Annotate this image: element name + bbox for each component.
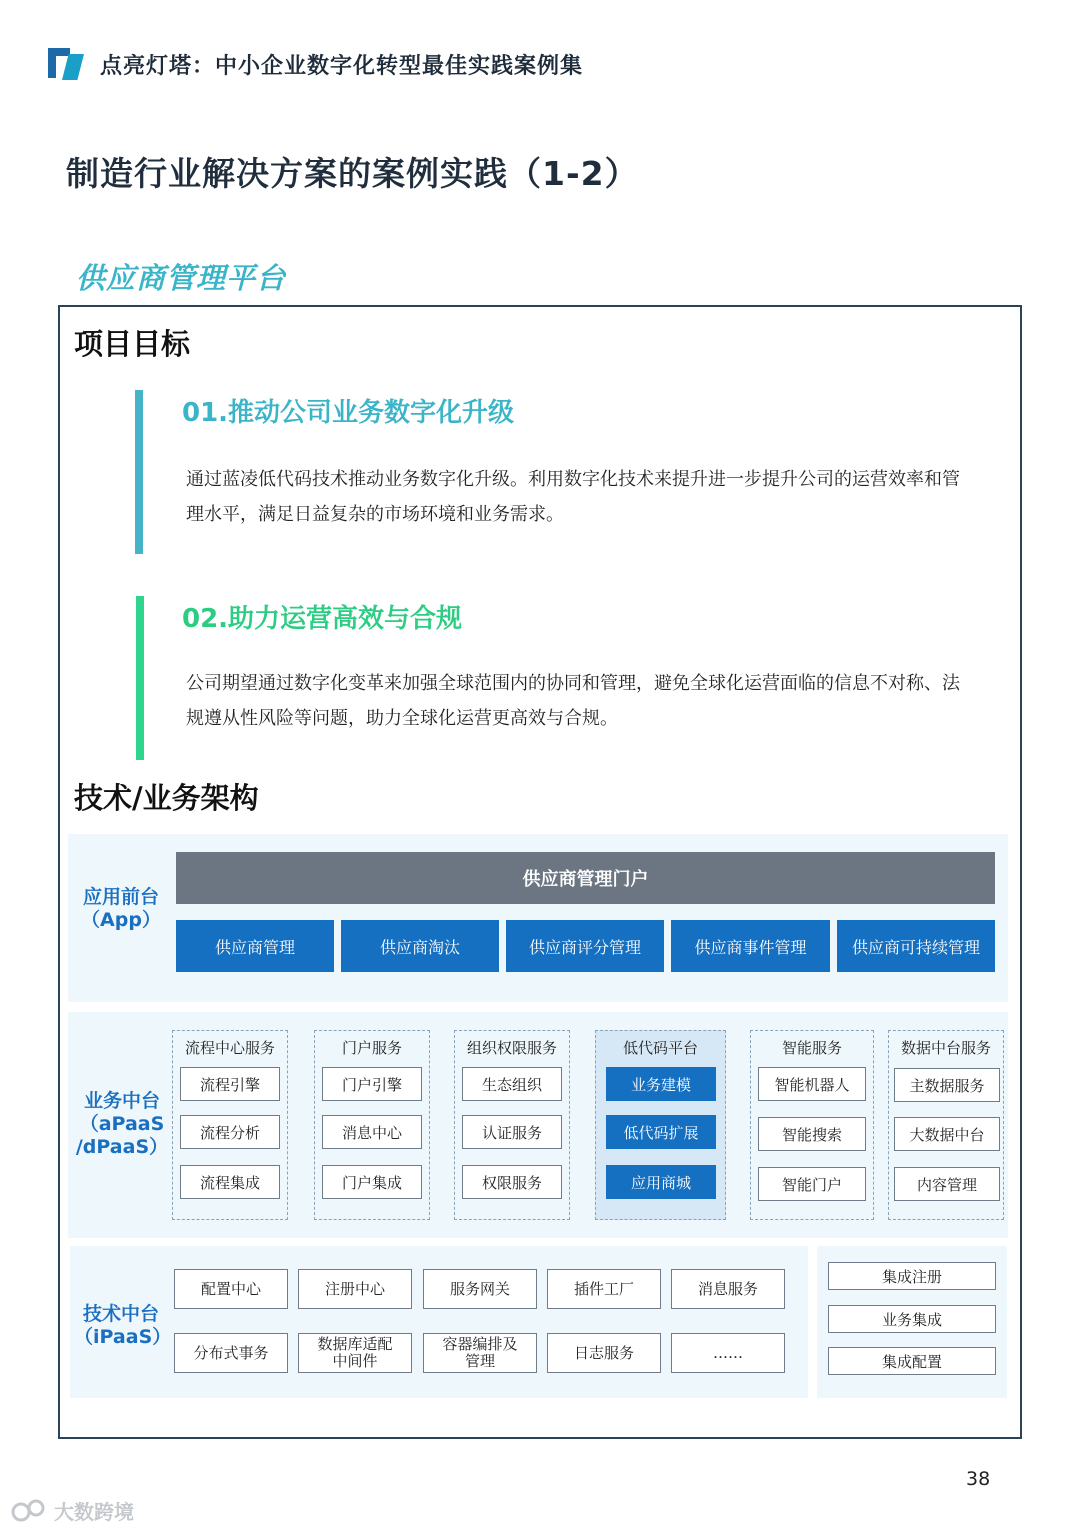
- page-header: [48, 44, 583, 84]
- service-item: 智能机器人: [758, 1067, 866, 1101]
- service-item: 流程引擎: [180, 1067, 280, 1101]
- app-module-box: 供应商管理: [176, 920, 334, 972]
- service-column-title: 流程中心服务: [184, 1039, 275, 1057]
- tech-service-box: 分布式事务: [174, 1333, 288, 1373]
- service-item: 智能搜索: [758, 1117, 866, 1151]
- watermark: [10, 1496, 134, 1525]
- tech-layer-label: 技术中台 （iPaaS）: [74, 1303, 172, 1348]
- service-item: 消息中心: [322, 1115, 422, 1149]
- goal-accent-bar: [136, 596, 144, 760]
- service-item: 门户集成: [322, 1165, 422, 1199]
- service-item: 流程集成: [180, 1165, 280, 1199]
- service-item: 生态组织: [462, 1067, 562, 1101]
- tech-service-box: ……: [671, 1333, 785, 1373]
- section-title: 供应商管理平台: [76, 261, 287, 295]
- tech-service-box: 服务网关: [423, 1269, 537, 1309]
- goal-text: 公司期望通过数字化变革来加强全球范围内的协同和管理，避免全球化运营面临的信息不对称、法规遵从性风险等问题，助力全球化运营更高效与合规。: [186, 673, 960, 729]
- service-item: 认证服务: [462, 1115, 562, 1149]
- tech-service-box: 消息服务: [671, 1269, 785, 1309]
- service-column-title: 智能服务: [781, 1039, 842, 1057]
- tech-service-box: 日志服务: [547, 1333, 661, 1373]
- service-item: 门户引擎: [322, 1067, 422, 1101]
- app-module-box: 供应商淘汰: [341, 920, 499, 972]
- service-column-title: 数据中台服务: [900, 1039, 991, 1057]
- service-item: 流程分析: [180, 1115, 280, 1149]
- lowcode-item: 低代码扩展: [606, 1115, 716, 1149]
- goal-title: 01.推动公司业务数字化升级: [182, 398, 515, 428]
- app-module-box: 供应商可持续管理: [837, 920, 995, 972]
- app-module-box: 供应商事件管理: [671, 920, 830, 972]
- integration-box: 集成配置: [828, 1347, 996, 1375]
- tech-service-box: 插件工厂: [547, 1269, 661, 1309]
- service-item: 内容管理: [894, 1167, 1000, 1201]
- page-title: 制造行业解决方案的案例实践（1-2）: [66, 154, 639, 193]
- biz-layer-label: 业务中台 （aPaaS /dPaaS）: [75, 1090, 169, 1158]
- goal-text: 通过蓝凌低代码技术推动业务数字化升级。利用数字化技术来提升进一步提升公司的运营效率和管理水平，满足日益复杂的市场环境和业务需求。: [186, 469, 960, 525]
- integration-box: 集成注册: [828, 1262, 996, 1290]
- lowcode-item: 应用商城: [606, 1165, 716, 1199]
- app-layer-label: 应用前台 （App）: [81, 886, 161, 931]
- tech-service-box: 配置中心: [174, 1269, 288, 1309]
- lowcode-item: 业务建模: [606, 1067, 716, 1101]
- lighthouse-logo-icon: [48, 46, 86, 82]
- service-item: 智能门户: [758, 1167, 866, 1201]
- architecture-heading: 技术/业务架构: [74, 781, 259, 815]
- watermark-text: 大数跨境: [54, 1500, 134, 1524]
- goal-accent-bar: [135, 390, 143, 554]
- tech-service-box: 容器编排及管理: [423, 1333, 537, 1373]
- service-item: 主数据服务: [894, 1068, 1000, 1102]
- service-item: 大数据中台: [894, 1117, 1000, 1151]
- service-column-title: 低代码平台: [622, 1039, 698, 1057]
- page-number: 38: [966, 1468, 991, 1490]
- header-title: 点亮灯塔：中小企业数字化转型最佳实践案例集: [100, 53, 584, 79]
- app-module-box: 供应商评分管理: [506, 920, 664, 972]
- tech-service-box: 注册中心: [298, 1269, 412, 1309]
- service-item: 权限服务: [462, 1165, 562, 1199]
- integration-box: 业务集成: [828, 1305, 996, 1333]
- service-column-title: 组织权限服务: [466, 1039, 557, 1057]
- goal-title: 02.助力运营高效与合规: [182, 604, 463, 634]
- goals-heading: 项目目标: [74, 327, 191, 361]
- supplier-portal-bar: 供应商管理门户: [176, 852, 995, 904]
- watermark-logo-icon: [10, 1498, 48, 1524]
- service-column-title: 门户服务: [341, 1039, 402, 1057]
- tech-service-box: 数据库适配中间件: [298, 1333, 412, 1373]
